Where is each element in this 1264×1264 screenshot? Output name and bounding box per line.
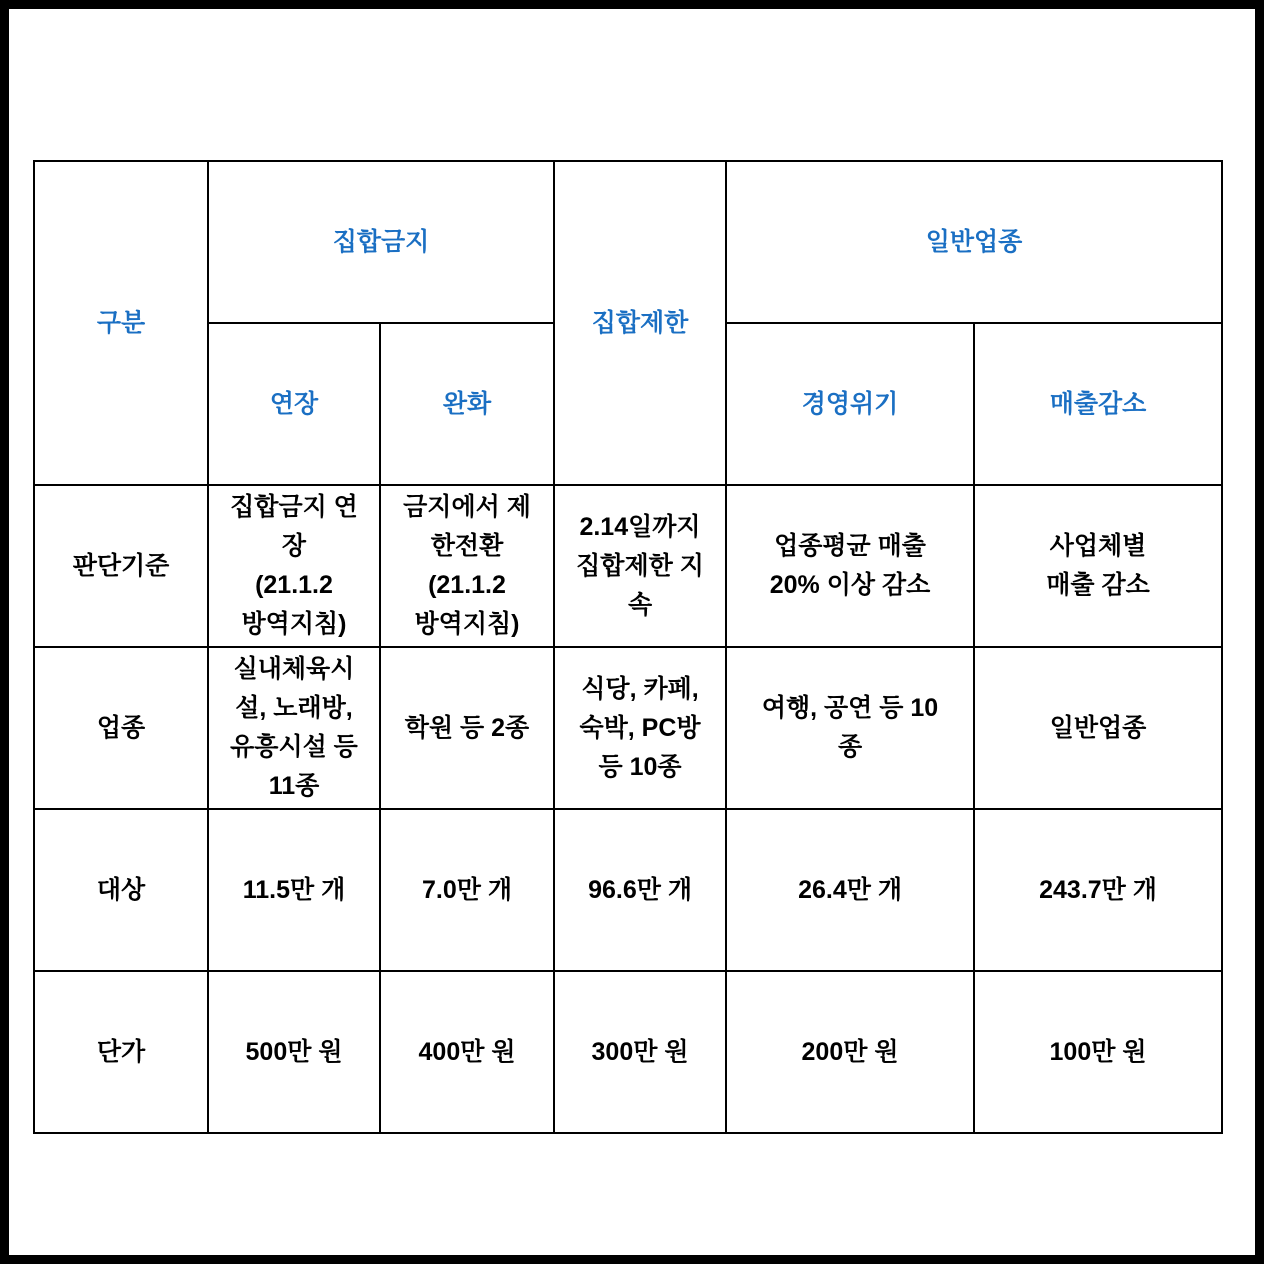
table-cell: 400만 원	[380, 971, 554, 1133]
table-cell: 500만 원	[208, 971, 380, 1133]
table-cell: 300만 원	[554, 971, 726, 1133]
table-cell: 2.14일까지 집합제한 지 속	[554, 485, 726, 647]
table-cell: 11.5만 개	[208, 809, 380, 971]
table-cell: 여행, 공연 등 10 종	[726, 647, 974, 809]
header-prohibition-group: 집합금지	[208, 161, 554, 323]
table-cell: 실내체육시 설, 노래방, 유흥시설 등 11종	[208, 647, 380, 809]
table-cell: 26.4만 개	[726, 809, 974, 971]
table-cell: 사업체별 매출 감소	[974, 485, 1222, 647]
table-cell: 243.7만 개	[974, 809, 1222, 971]
table-cell: 7.0만 개	[380, 809, 554, 971]
table-cell: 학원 등 2종	[380, 647, 554, 809]
header-sub-relaxation: 완화	[380, 323, 554, 485]
row-label-target: 대상	[34, 809, 208, 971]
support-table	[33, 160, 1223, 1134]
table-cell: 식당, 카페, 숙박, PC방 등 10종	[554, 647, 726, 809]
header-general-group: 일반업종	[726, 161, 1222, 323]
header-sub-extension: 연장	[208, 323, 380, 485]
table-row-industry	[34, 647, 1222, 809]
table-cell: 96.6만 개	[554, 809, 726, 971]
table-cell: 100만 원	[974, 971, 1222, 1133]
table-cell: 집합금지 연 장 (21.1.2 방역지침)	[208, 485, 380, 647]
table-row-unit-price	[34, 971, 1222, 1133]
header-sub-business-crisis: 경영위기	[726, 323, 974, 485]
table-row-target	[34, 809, 1222, 971]
table-row-criteria	[34, 485, 1222, 647]
row-label-criteria: 판단기준	[34, 485, 208, 647]
header-row-top	[34, 161, 1222, 323]
header-corner-category: 구분	[34, 161, 208, 485]
row-label-industry: 업종	[34, 647, 208, 809]
table-cell: 일반업종	[974, 647, 1222, 809]
header-restriction: 집합제한	[554, 161, 726, 485]
row-label-unit-price: 단가	[34, 971, 208, 1133]
table-cell: 업종평균 매출 20% 이상 감소	[726, 485, 974, 647]
table-cell: 200만 원	[726, 971, 974, 1133]
table-cell: 금지에서 제 한전환 (21.1.2 방역지침)	[380, 485, 554, 647]
header-sub-sales-decline: 매출감소	[974, 323, 1222, 485]
